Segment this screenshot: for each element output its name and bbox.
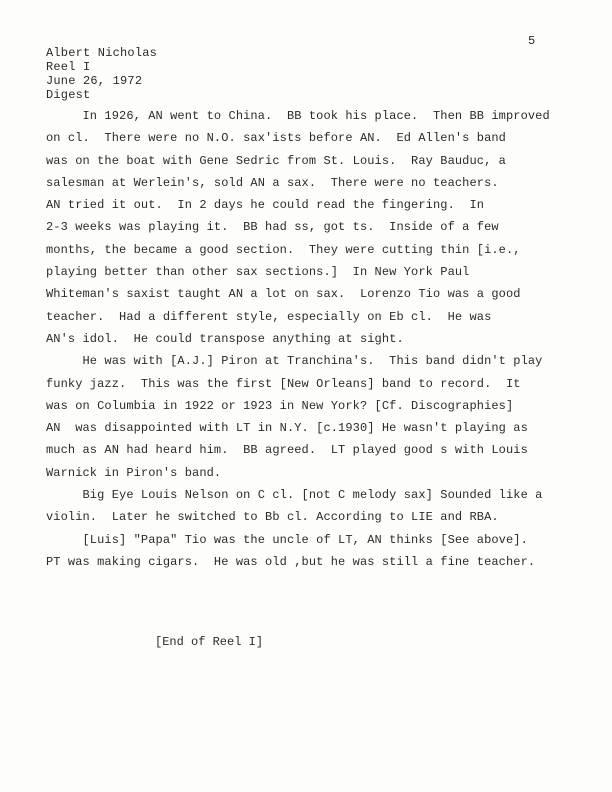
header-line-date: June 26, 1972	[46, 74, 143, 88]
body-line: on cl. There were no N.O. sax'ists before AN. Ed Allen's band	[46, 131, 506, 146]
body-line: 2-3 weeks was playing it. BB had ss, got ts. Inside of a few	[46, 220, 499, 235]
header-line-name: Albert Nicholas	[46, 46, 158, 60]
body-line: Big Eye Louis Nelson on C cl. [not C melody sax] Sounded like a	[46, 488, 543, 503]
end-of-reel-note: [End of Reel I]	[155, 635, 264, 649]
body-line: AN's idol. He could transpose anything at sight.	[46, 331, 404, 346]
digest-body	[46, 105, 566, 573]
body-line: was on the boat with Gene Sedric from St. Louis. Ray Bauduc, a	[46, 153, 506, 168]
body-line: AN tried it out. In 2 days he could read the fingering. In	[46, 198, 485, 213]
body-line: teacher. Had a different style, especially on Eb cl. He was	[46, 309, 492, 324]
body-line: PT was making cigars. He was old ,but he was still a fine teacher.	[46, 554, 536, 569]
body-line: playing better than other sax sections.] In New York Paul	[46, 265, 470, 280]
body-line: much as AN had heard him. BB agreed. LT played good s with Louis	[46, 443, 528, 458]
page-number: 5	[528, 34, 536, 48]
body-line: AN was disappointed with LT in N.Y. [c.1930] He wasn't playing as	[46, 421, 528, 436]
body-line: salesman at Werlein's, sold AN a sax. There were no teachers.	[46, 175, 499, 190]
body-line: funky jazz. This was the first [New Orleans] band to record. It	[46, 376, 521, 391]
body-line: He was with [A.J.] Piron at Tranchina's. This band didn't play	[46, 354, 543, 369]
body-line: was on Columbia in 1922 or 1923 in New York? [Cf. Discographies]	[46, 398, 514, 413]
body-line: In 1926, AN went to China. BB took his place. Then BB improved	[46, 109, 550, 123]
body-line: [Luis] "Papa" Tio was the uncle of LT, AN thinks [See above].	[46, 532, 528, 547]
body-line: Whiteman's saxist taught AN a lot on sax. Lorenzo Tio was a good	[46, 287, 521, 302]
document-header	[46, 46, 157, 102]
header-line-type: Digest	[46, 88, 91, 102]
header-line-reel: Reel I	[46, 60, 91, 74]
body-line: months, the became a good section. They were cutting thin [i.e.,	[46, 242, 521, 257]
body-line: violin. Later he switched to Bb cl. According to LIE and RBA.	[46, 510, 499, 525]
body-line: Warnick in Piron's band.	[46, 465, 222, 480]
